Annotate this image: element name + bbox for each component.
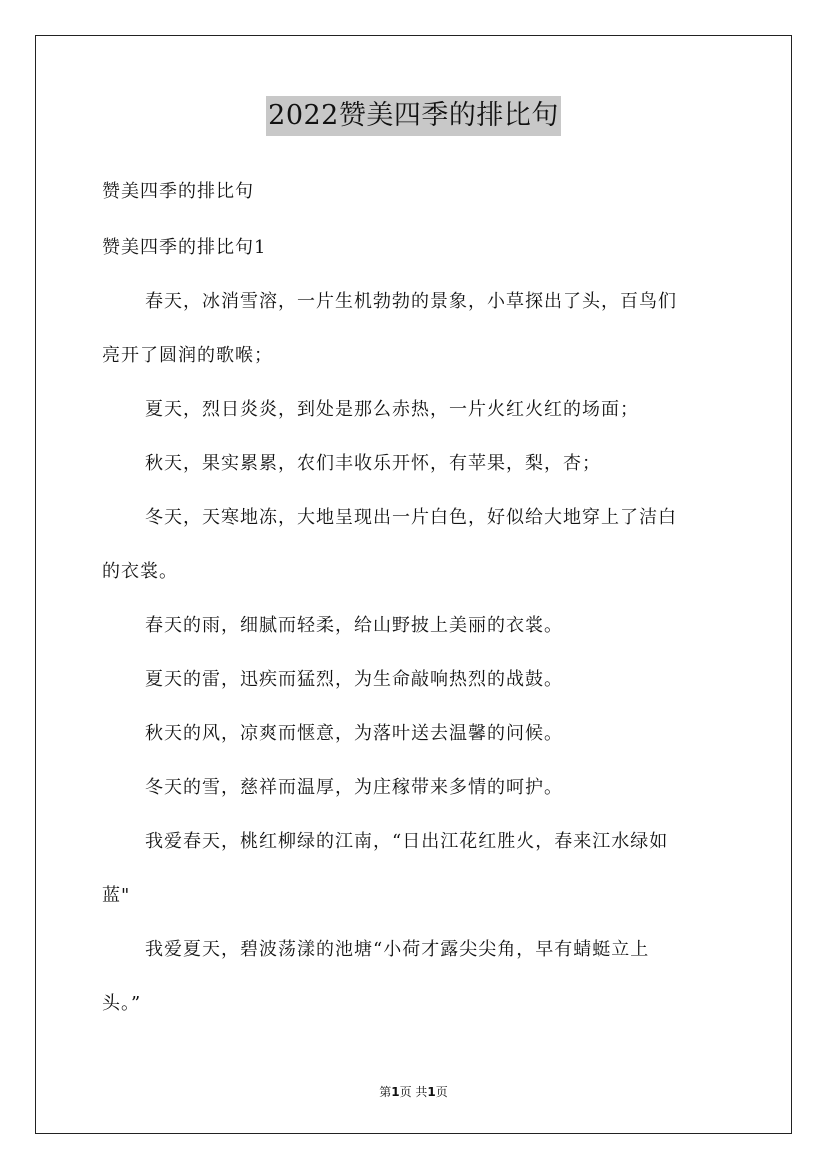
paragraph-line: 蓝" [102,885,131,906]
paragraph-line: 我爱春天，桃红柳绿的江南，“日出江花红胜火，春来江水绿如 [145,831,669,852]
title-container [0,96,827,136]
paragraph-line: 夏天，烈日炎炎，到处是那么赤热，一片火红火红的场面； [145,399,639,420]
paragraph-line: 冬天，天寒地冻，大地呈现出一片白色，好似给大地穿上了洁白 [145,507,677,528]
footer-page-number: 1 [391,1085,400,1099]
paragraph-line: 亮开了圆润的歌喉； [102,345,273,366]
footer-mid: 页 共 [399,1085,428,1099]
footer-suffix: 页 [435,1085,448,1099]
paragraph-line: 春天，冰消雪溶，一片生机勃勃的景象，小草探出了头，百鸟们 [145,291,677,312]
paragraph-line: 的衣裳。 [102,561,178,582]
paragraph-line: 夏天的雷，迅疾而猛烈，为生命敲响热烈的战鼓。 [145,669,563,690]
footer-prefix: 第 [379,1085,392,1099]
paragraph-line: 我爱夏天，碧波荡漾的池塘“小荷才露尖尖角，早有蜻蜓立上 [145,939,650,960]
section-heading: 赞美四季的排比句1 [102,237,267,258]
paragraph-line: 秋天，果实累累，农们丰收乐开怀，有苹果，梨，杏； [145,453,601,474]
paragraph-line: 春天的雨，细腻而轻柔，给山野披上美丽的衣裳。 [145,615,563,636]
paragraph-line: 冬天的雪，慈祥而温厚，为庄稼带来多情的呵护。 [145,777,563,798]
page-footer [0,1083,827,1100]
footer-page-total: 1 [427,1085,436,1099]
document-title: 2022赞美四季的排比句 [266,96,561,136]
paragraph-line: 秋天的风，凉爽而惬意，为落叶送去温馨的问候。 [145,723,563,744]
paragraph-line: 头。” [102,993,142,1014]
subtitle: 赞美四季的排比句 [102,181,254,202]
